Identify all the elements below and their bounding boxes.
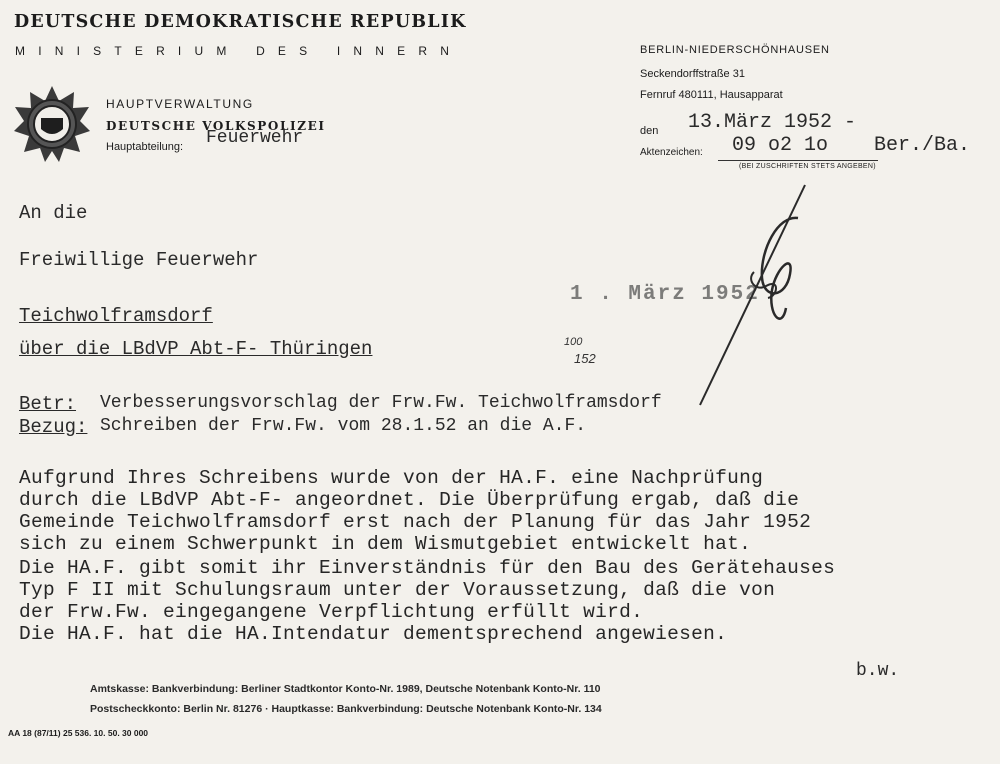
police-emblem-icon: [13, 85, 91, 163]
ref-value: 09 o2 1o: [732, 134, 829, 157]
print-code: AA 18 (87/11) 25 536. 10. 50. 30 000: [8, 728, 149, 738]
bezug-text: Schreiben der Frw.Fw. vom 28.1.52 an die A.F.: [100, 416, 587, 436]
closing-continued: b.w.: [856, 661, 900, 681]
recipient-line2: Freiwillige Feuerwehr: [19, 249, 259, 271]
recipient-line3: Teichwolframsdorf: [19, 305, 213, 327]
date-value: 13.März 1952 -: [688, 111, 857, 134]
footer-line2: Postscheckkonto: Berlin Nr. 81276 · Hauptkasse: Bankverbindung: Deutsche Notenbank Konto-Nr. 134: [90, 703, 602, 715]
body-line-1: Aufgrund Ihres Schreibens wurde von der HA.F. eine Nachprüfung: [19, 467, 764, 489]
betr-text: Verbesserungsvorschlag der Frw.Fw. Teichwolframsdorf: [100, 393, 662, 413]
ref-initials: Ber./Ba.: [874, 134, 971, 157]
main-department-value: Feuerwehr: [206, 128, 304, 148]
department-line1: HAUPTVERWALTUNG: [106, 97, 254, 111]
bezug-label: Bezug:: [19, 416, 88, 438]
body-line-5: Die HA.F. gibt somit ihr Einverständnis für den Bau des Gerätehauses: [19, 557, 836, 579]
body-line-4: sich zu einem Schwerpunkt in dem Wismutgebiet entwickelt hat.: [19, 533, 752, 555]
sender-phone: Fernruf 480111, Hausapparat: [640, 89, 783, 101]
body-line-2: durch die LBdVP Abt-F- angeordnet. Die Überprüfung ergab, daß die: [19, 489, 800, 511]
betr-label: Betr:: [19, 393, 77, 415]
date-label: den: [640, 125, 659, 137]
handwritten-note-2: 152: [574, 351, 596, 366]
sender-street: Seckendorffstraße 31: [640, 68, 745, 80]
recipient-line4: über die LBdVP Abt-F- Thüringen: [19, 338, 373, 360]
body-line-6: Typ F II mit Schulungsraum unter der Voraussetzung, daß die von: [19, 579, 776, 601]
letterhead-ministry: MINISTERIUM DES INNERN: [15, 44, 463, 58]
letterhead-state: DEUTSCHE DEMOKRATISCHE REPUBLIK: [14, 12, 467, 32]
received-stamp: 1 . März 1952: [570, 283, 760, 306]
body-line-8: Die HA.F. hat die HA.Intendatur dementsprechend angewiesen.: [19, 623, 728, 645]
ref-note: (BEI ZUSCHRIFTEN STETS ANGEBEN): [739, 163, 876, 170]
department-line2: DEUTSCHE VOLKSPOLIZEI: [106, 119, 326, 133]
sender-city: BERLIN-NIEDERSCHÖNHAUSEN: [640, 44, 830, 56]
body-line-3: Gemeinde Teichwolframsdorf erst nach der Planung für das Jahr 1952: [19, 511, 812, 533]
footer-line1: Amtskasse: Bankverbindung: Berliner Stadtkontor Konto-Nr. 1989, Deutsche Notenbank Konto-Nr. 110: [90, 683, 601, 695]
body-line-7: der Frw.Fw. eingegangene Verpflichtung erfüllt wird.: [19, 601, 644, 623]
ref-label: Aktenzeichen:: [640, 147, 703, 158]
recipient-line1: An die: [19, 202, 88, 224]
handwritten-signature: [690, 180, 830, 410]
main-department-label: Hauptabteilung:: [106, 141, 184, 153]
handwritten-note-1: 100: [564, 336, 583, 348]
ref-underline: [718, 160, 878, 161]
